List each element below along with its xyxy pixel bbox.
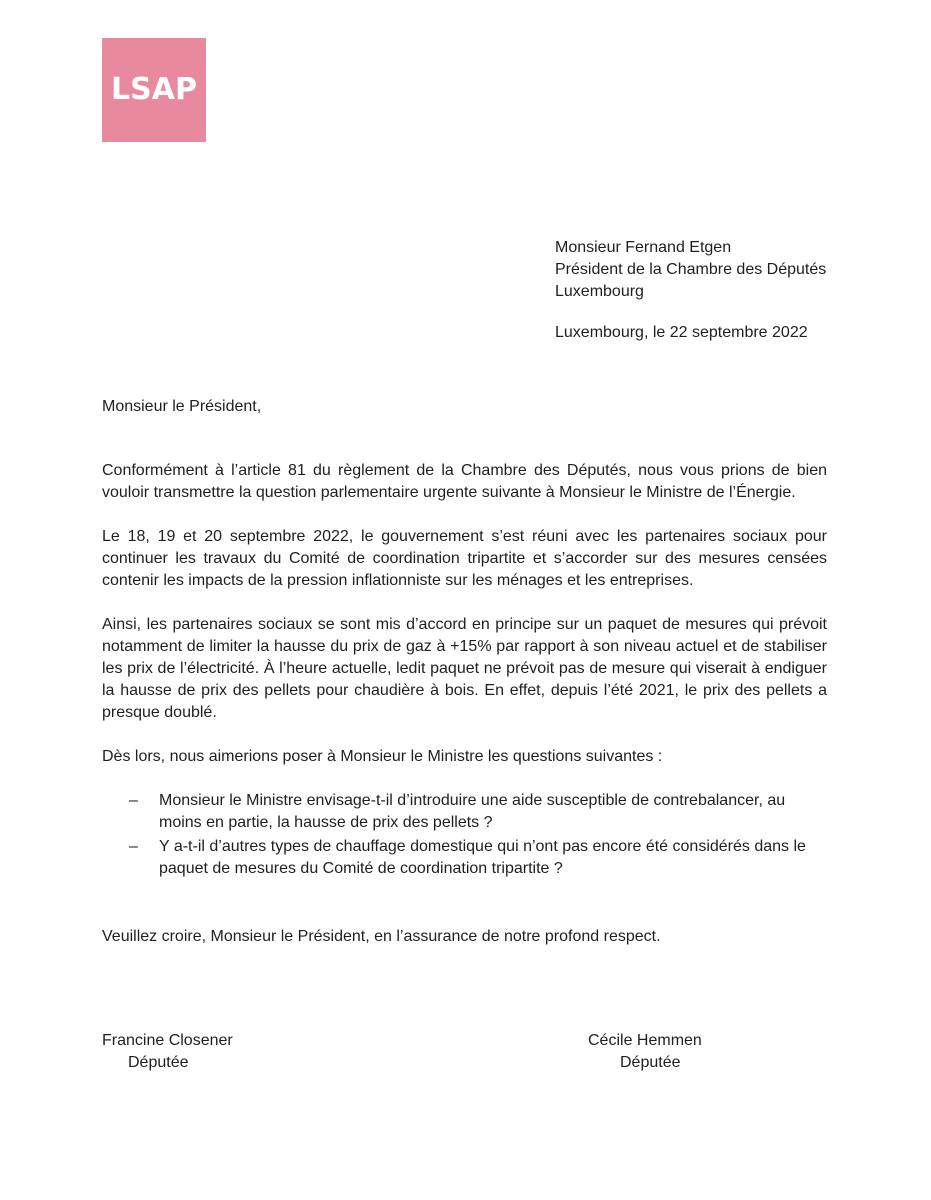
lsap-logo [102,38,206,142]
recipient-address [555,237,885,303]
letter-body [102,460,827,882]
question-text: Y a-t-il d’autres types de chauffage domestique qui n’ont pas encore été considérés dans le paquet de mesures du Comité de coordination tripartite ? [159,838,806,877]
recipient-name: Monsieur Fernand Etgen [555,239,732,256]
closing-formula: Veuillez croire, Monsieur le Président, en l’assurance de notre profond respect. [102,928,661,945]
dash-bullet: – [129,838,138,855]
signatory-name: Cécile Hemmen [588,1032,702,1049]
logo-text: LSAP [111,72,197,107]
question-list [102,790,827,880]
signature-block-2 [588,1030,702,1074]
paragraph-questions-lead: Dès lors, nous aimerions poser à Monsieur le Ministre les questions suivantes : [102,748,663,765]
recipient-city: Luxembourg [555,283,644,300]
question-text: Monsieur le Ministre envisage-t-il d’introduire une aide susceptible de contrebalancer, au moins en partie, la hausse de prix des pellets ? [159,792,786,831]
signature-block-1 [102,1030,233,1074]
question-item [102,836,827,880]
dash-bullet: – [129,792,138,809]
salutation: Monsieur le Président, [102,398,262,415]
paragraph-details: Ainsi, les partenaires sociaux se sont mis d’accord en principe sur un paquet de mesures qui prévoit notamment de limiter la hausse du prix de gaz à +15% par rapport à son niveau actuel et de stabiliser les prix de l’électricité. À l’heure actuelle, ledit paquet ne prévoit pas de mesure qui viserait à endiguer la hausse de prix des pellets pour chaudière à bois. En effet, depuis l’été 2021, le prix des pellets a presque doublé. [102,616,827,721]
question-item [102,790,827,834]
letter-date: Luxembourg, le 22 septembre 2022 [555,324,808,341]
recipient-title: Président de la Chambre des Députés [555,261,827,278]
paragraph-intro: Conformément à l’article 81 du règlement de la Chambre des Députés, nous vous prions de bien vouloir transmettre la question parlementaire urgente suivante à Monsieur le Ministre de l’Énergie. [102,462,827,501]
signatory-title: Députée [620,1054,681,1071]
signatory-title: Députée [128,1054,189,1071]
signatory-name: Francine Closener [102,1032,233,1049]
paragraph-context: Le 18, 19 et 20 septembre 2022, le gouvernement s’est réuni avec les partenaires sociaux pour continuer les travaux du Comité de coordination tripartite et s’accorder sur des mesures censées contenir les impacts de la pression inflationniste sur les ménages et les entreprises. [102,528,827,589]
